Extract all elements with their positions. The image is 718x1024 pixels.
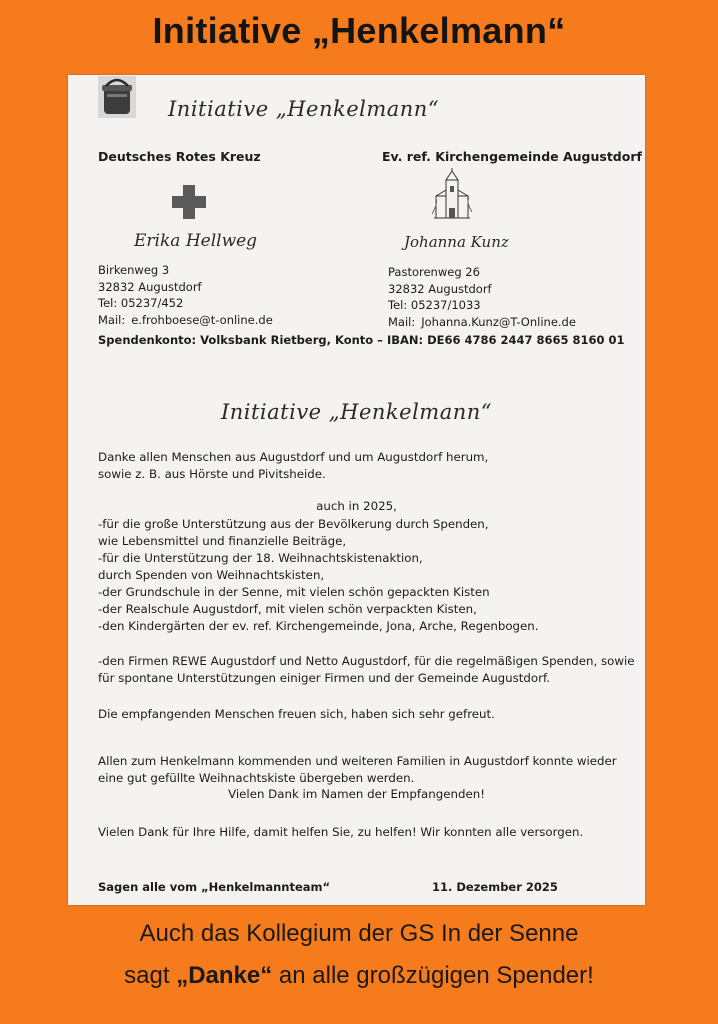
letterhead-title: Initiative „Henkelmann“	[168, 97, 440, 121]
thanks-recipients-line: Vielen Dank im Namen der Empfangenden!	[228, 787, 485, 801]
phone: Tel: 05237/452	[98, 296, 184, 310]
street: Pastorenweg 26	[388, 265, 480, 279]
text-line: -den Firmen REWE Augustdorf und Netto Augustdorf, für die regelmäßigen Spenden, sowie	[98, 654, 635, 668]
intro-paragraph	[98, 449, 488, 483]
help-paragraph: Vielen Dank für Ihre Hilfe, damit helfen Sie, zu helfen! Wir konnten alle versorgen.	[98, 825, 584, 839]
list-item: wie Lebensmittel und finanzielle Beiträge,	[98, 534, 347, 548]
mail-line	[388, 314, 576, 331]
street: Birkenweg 3	[98, 263, 170, 277]
sign-off: Sagen alle vom „Henkelmannteam“	[98, 880, 331, 894]
city: 32832 Augustdorf	[98, 279, 202, 294]
list-item: -für die große Unterstützung aus der Bevölkerung durch Spenden,	[98, 517, 489, 531]
org-name-church: Ev. ref. Kirchengemeinde Augustdorf	[382, 149, 642, 164]
red-cross-icon	[172, 185, 206, 219]
mail-line	[98, 312, 273, 329]
email-address: Johanna.Kunz@T-Online.de	[421, 314, 576, 329]
footer-text-pre: sagt	[124, 962, 177, 989]
section-title: Initiative „Henkelmann“	[220, 400, 493, 424]
email-address: e.frohboese@t-online.de	[131, 312, 273, 327]
address-drk	[98, 262, 273, 328]
families-paragraph	[98, 753, 617, 787]
signature-johanna: Johanna Kunz	[404, 233, 509, 251]
text-line: Allen zum Henkelmann kommenden und weiteren Familien in Augustdorf konnte wieder	[98, 754, 617, 768]
phone: Tel: 05237/1033	[388, 298, 481, 312]
poster-footer-line1: Auch das Kollegium der GS In der Senne	[139, 920, 579, 947]
text-line: eine gut gefüllte Weihnachtskiste übergeben werden.	[98, 771, 415, 785]
text-line: Danke allen Menschen aus Augustdorf und um Augustdorf herum,	[98, 450, 489, 464]
poster-title: Initiative „Henkelmann“	[152, 10, 566, 51]
list-item: -der Grundschule in der Senne, mit vielen schön gepackten Kisten	[98, 585, 490, 599]
footer-danke: „Danke“	[176, 962, 273, 989]
donation-account: Spendenkonto: Volksbank Rietberg, Konto – IBAN: DE66 4786 2447 8665 8160 01	[98, 333, 625, 347]
list-item: durch Spenden von Weihnachtskisten,	[98, 568, 325, 582]
signature-erika: Erika Hellweg	[134, 231, 258, 251]
flyer-sheet	[68, 75, 645, 905]
mail-label: Mail:	[98, 312, 126, 327]
recipients-paragraph: Die empfangenden Menschen freuen sich, haben sich sehr gefreut.	[98, 707, 495, 721]
list-item: -der Realschule Augustdorf, mit vielen schön verpackten Kisten,	[98, 602, 477, 616]
church-icon	[432, 168, 472, 220]
address-church	[388, 264, 576, 330]
text-line: sowie z. B. aus Hörste und Pivitsheide.	[98, 467, 326, 481]
henkelmann-pot-icon	[98, 76, 136, 118]
letter-date: 11. Dezember 2025	[432, 880, 558, 894]
city: 32832 Augustdorf	[388, 281, 492, 296]
list-item: -den Kindergärten der ev. ref. Kirchengemeinde, Jona, Arche, Regenbogen.	[98, 619, 539, 633]
year-line: auch in 2025,	[316, 499, 397, 513]
org-name-drk: Deutsches Rotes Kreuz	[98, 149, 261, 164]
poster-footer-line2	[0, 962, 718, 990]
footer-text-post: an alle großzügigen Spender!	[272, 962, 594, 989]
list-item: -für die Unterstützung der 18. Weihnachtskistenaktion,	[98, 551, 423, 565]
companies-paragraph	[98, 653, 635, 687]
text-line: für spontane Unterstützungen einiger Firmen und der Gemeinde Augustdorf.	[98, 671, 551, 685]
mail-label: Mail:	[388, 314, 416, 329]
thanks-list	[98, 516, 539, 635]
